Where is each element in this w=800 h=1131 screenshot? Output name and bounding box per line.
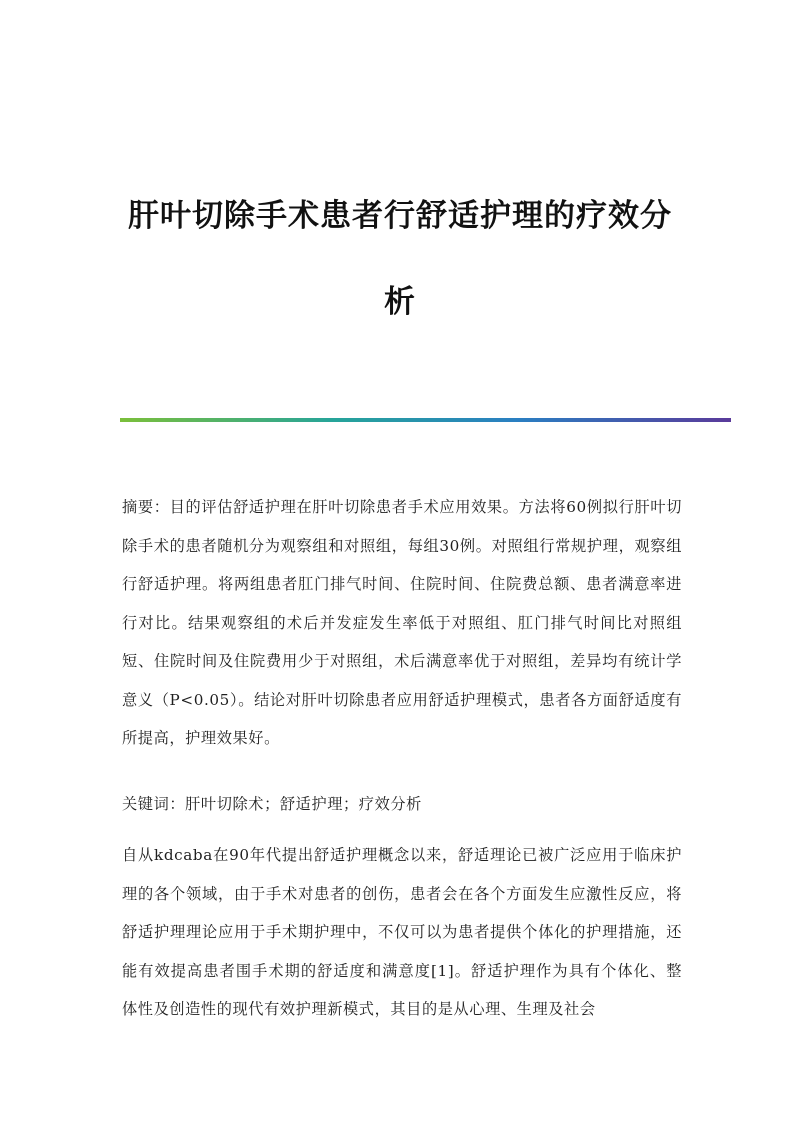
abstract-paragraph: 摘要：目的评估舒适护理在肝叶切除患者手术应用效果。方法将60例拟行肝叶切除手术的患者随机分为观察组和对照组，每组30例。对照组行常规护理，观察组行舒适护理。将两组患者肛门排气时间、住院时间、住院费总额、患者满意率进行对比。结果观察组的术后并发症发生率低于对照组、肛门排气时间比对照组短、住院时间及住院费用少于对照组，术后满意率优于对照组，差异均有统计学意义（P<0.05）。结论对肝叶切除患者应用舒适护理模式，患者各方面舒适度有所提高，护理效果好。: [122, 498, 682, 747]
gradient-divider: [120, 418, 731, 422]
keywords-paragraph: 关键词：肝叶切除术；舒适护理；疗效分析: [122, 795, 422, 813]
document-title-line-1: 肝叶切除手术患者行舒适护理的疗效分: [128, 198, 672, 234]
intro-paragraph: 自从kdcaba在90年代提出舒适护理概念以来，舒适理论已被广泛应用于临床护理的各个领域，由于手术对患者的创伤，患者会在各个方面发生应激性反应，将舒适护理理论应用于手术期护理中，不仅可以为患者提供个体化的护理措施，还能有效提高患者围手术期的舒适度和满意度[1]。舒适护理作为具有个体化、整体性及创造性的现代有效护理新模式，其目的是从心理、生理及社会: [122, 846, 682, 1018]
document-title-line-2: 析: [384, 284, 416, 320]
